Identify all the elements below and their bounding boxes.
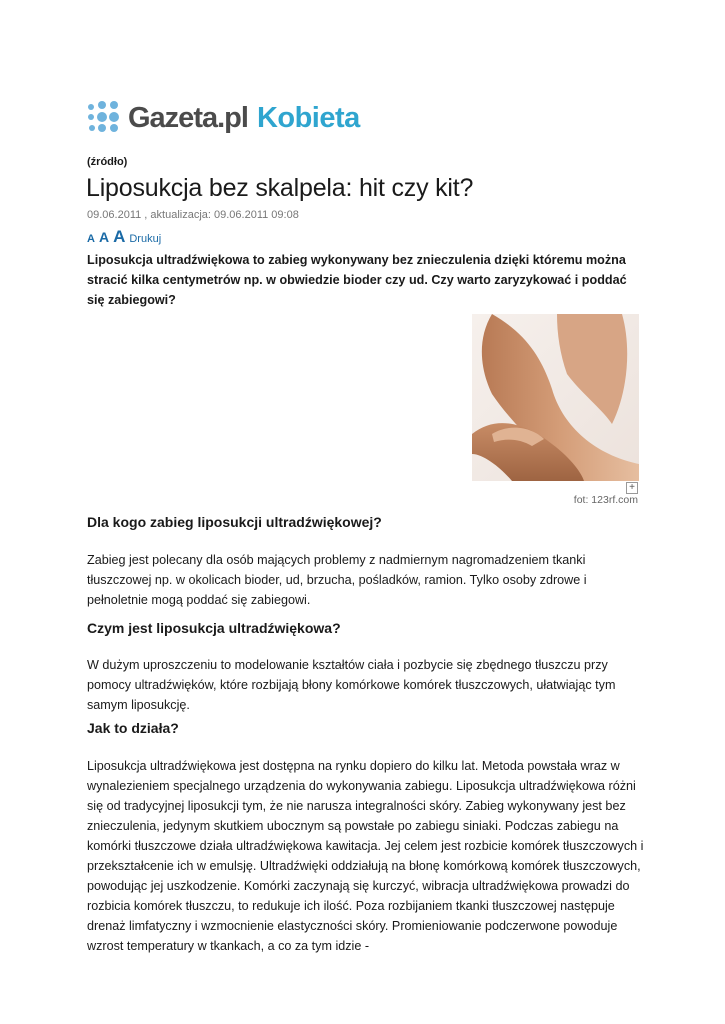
logo-section-text: Kobieta xyxy=(256,101,360,134)
enlarge-icon[interactable]: + xyxy=(626,482,638,494)
section-text-what-is: W dużym uproszczeniu to modelowanie kształtów ciała i pozbycie się zbędnego tłuszczu przy pomocy ultradźwięków, które rozbijają błony komórkowe komórek tłuszczowych, ułatwiając tym samym liposukcję. xyxy=(87,658,616,712)
article-source: (źródło) xyxy=(87,156,128,168)
legs-photo-illustration xyxy=(472,314,639,481)
font-size-medium-button[interactable]: A xyxy=(98,229,110,245)
article-tools xyxy=(87,227,161,247)
section-heading-what-is: Czym jest liposukcja ultradźwiękowa? xyxy=(87,620,341,636)
article-date: 09.06.2011 , aktualizacja: 09.06.2011 09:08 xyxy=(87,209,299,221)
section-heading-how-it-works: Jak to działa? xyxy=(87,720,179,736)
font-size-large-button[interactable]: A xyxy=(113,227,126,246)
article-lead: Liposukcja ultradźwiękowa to zabieg wykonywany bez znieczulenia dzięki któremu można stracić kilka centymetrów np. w obwiedzie bioder czy ud. Czy warto zaryzykować i poddać się zabiegowi? xyxy=(87,253,627,307)
font-size-small-button[interactable]: A xyxy=(87,233,95,245)
article-title: Liposukcja bez skalpela: hit czy kit? xyxy=(86,174,474,202)
section-text-for-whom: Zabieg jest polecany dla osób mających problemy z nadmiernym nagromadzeniem tkanki tłuszczowej np. w okolicach bioder, ud, brzucha, pośladków, ramion. Tylko osoby zdrowe i pełnoletnie mogą poddać się zabiegowi. xyxy=(87,553,587,607)
site-logo[interactable] xyxy=(88,98,360,138)
print-link[interactable]: Drukuj xyxy=(129,233,162,245)
logo-dots-icon xyxy=(88,100,122,136)
article-photo[interactable] xyxy=(472,314,639,481)
logo-main-text: Gazeta.pl xyxy=(128,101,248,134)
section-heading-for-whom: Dla kogo zabieg liposukcji ultradźwiękowej? xyxy=(87,514,382,530)
section-text-how-it-works: Liposukcja ultradźwiękowa jest dostępna na rynku dopiero do kilku lat. Metoda powstała wraz w wynalezieniem specjalnego urządzenia do wykonywania zabiegu. Liposukcja ultradźwiękowa różni się od tradycyjnej liposukcji tym, że nie narusza integralności skóry. Zabieg wykonywany jest bez znieczulenia, jedynym skutkiem ubocznym są powstałe po zabiegu siniaki. Podczas zabiegu na komórki tłuszczowe działa ultradźwiękowa kawitacja. Jej celem jest rozbicie komórek tłuszczowych i przekształcenie ich w emulsję. Ultradźwięki oddziałują na błonę komórkową komórek tłuszczowych, powodując jej uszkodzenie. Komórki zaczynają się kurczyć, wibracja ultradźwiękowa prowadzi do rozbicia komórek tłuszczu, to redukuje ich ilość. Poza rozbijaniem tkanki tłuszczowej następuje drenaż limfatyczny i wzmocnienie elastyczności skóry. Promieniowanie podczerwone powoduje wzrost temperatury w tkankach, a co za tym idzie - xyxy=(87,759,644,953)
photo-credit: fot: 123rf.com xyxy=(573,494,638,506)
